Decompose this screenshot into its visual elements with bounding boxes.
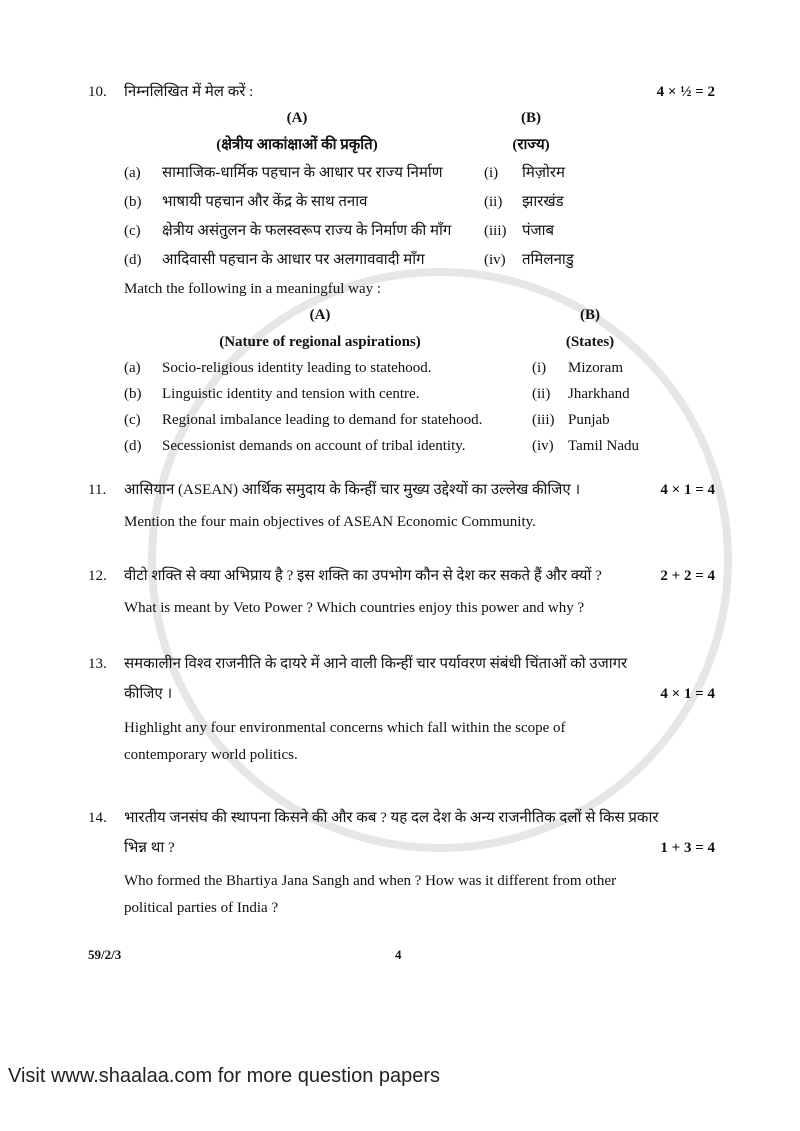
q13-hindi-line2: कीजिए । bbox=[124, 686, 173, 702]
q13-hindi-line1: समकालीन विश्व राजनीति के दायरे में आने वाली किन्हीं चार पर्यावरण संबंधी चिंताओं को उजागर bbox=[124, 656, 628, 672]
q13-english-line2: contemporary world politics. bbox=[124, 747, 298, 763]
row-state: Mizoram bbox=[568, 360, 623, 376]
q11-hindi: आसियान (ASEAN) आर्थिक समुदाय के किन्हीं चार मुख्य उद्देश्यों का उल्लेख कीजिए । bbox=[124, 482, 581, 498]
row-text: Regional imbalance leading to demand for statehood. bbox=[162, 412, 483, 428]
row-num: (iv) bbox=[532, 438, 554, 454]
q14-number: 14. bbox=[88, 810, 107, 826]
q13-number: 13. bbox=[88, 656, 107, 672]
row-state: मिज़ोरम bbox=[522, 165, 565, 181]
row-state: Jharkhand bbox=[568, 386, 630, 402]
q14-hindi-line2: भिन्न था ? bbox=[124, 840, 175, 856]
row-label: (d) bbox=[124, 252, 142, 268]
question-10 bbox=[88, 83, 715, 463]
row-state: तमिलनाडु bbox=[522, 252, 574, 268]
question-13 bbox=[88, 655, 715, 764]
row-label: (a) bbox=[124, 360, 141, 376]
paper-code: 59/2/3 bbox=[88, 947, 122, 962]
q14-english-line2: political parties of India ? bbox=[124, 900, 279, 916]
eng-col-a: (A) bbox=[309, 307, 331, 323]
hindi-col-b: (B) bbox=[521, 110, 541, 126]
q13-marks: 4 × 1 = 4 bbox=[660, 686, 715, 702]
english-match-rows bbox=[124, 359, 715, 463]
row-state: झारखंड bbox=[522, 194, 564, 210]
q11-number: 11. bbox=[88, 482, 107, 498]
row-text: भाषायी पहचान और केंद्र के साथ तनाव bbox=[162, 194, 368, 210]
row-num: (iv) bbox=[484, 252, 506, 268]
eng-col-a-title: (Nature of regional aspirations) bbox=[219, 334, 421, 350]
row-state: Tamil Nadu bbox=[568, 438, 640, 454]
q14-english-line1: Who formed the Bhartiya Jana Sangh and when ? How was it different from other bbox=[124, 873, 617, 889]
q14-marks: 1 + 3 = 4 bbox=[660, 840, 715, 856]
row-label: (b) bbox=[124, 386, 142, 402]
q13-english-line1: Highlight any four environmental concerns which fall within the scope of bbox=[124, 720, 566, 736]
question-content bbox=[88, 83, 715, 964]
q12-marks: 2 + 2 = 4 bbox=[660, 568, 715, 584]
row-num: (iii) bbox=[484, 223, 507, 239]
row-num: (ii) bbox=[532, 386, 551, 402]
row-state: Punjab bbox=[568, 412, 610, 428]
q10-marks: 4 × ½ = 2 bbox=[656, 84, 715, 100]
row-text: Linguistic identity and tension with centre. bbox=[162, 386, 420, 402]
row-text: क्षेत्रीय असंतुलन के फलस्वरूप राज्य के निर्माण की माँग bbox=[162, 223, 452, 239]
row-label: (c) bbox=[124, 223, 141, 239]
row-text: आदिवासी पहचान के आधार पर अलगाववादी माँग bbox=[162, 252, 425, 268]
row-num: (iii) bbox=[532, 412, 555, 428]
row-state: पंजाब bbox=[522, 223, 555, 239]
question-14 bbox=[88, 809, 715, 917]
row-label: (c) bbox=[124, 412, 141, 428]
q10-number: 10. bbox=[88, 84, 107, 100]
hindi-col-a-title: (क्षेत्रीय आकांक्षाओं की प्रकृति) bbox=[216, 137, 378, 153]
hindi-match-rows bbox=[124, 164, 715, 280]
eng-col-b-title: (States) bbox=[565, 334, 615, 350]
row-text: Socio-religious identity leading to statehood. bbox=[162, 360, 432, 376]
q12-hindi: वीटो शक्ति से क्या अभिप्राय है ? इस शक्ति का उपभोग कौन से देश कर सकते हैं और क्यों ? bbox=[124, 568, 602, 584]
question-12 bbox=[88, 567, 715, 617]
row-label: (a) bbox=[124, 165, 141, 181]
page-number: 4 bbox=[395, 947, 402, 962]
row-text: सामाजिक-धार्मिक पहचान के आधार पर राज्य निर्माण bbox=[162, 165, 443, 181]
eng-col-b: (B) bbox=[580, 307, 600, 323]
row-label: (d) bbox=[124, 438, 142, 454]
question-11 bbox=[88, 481, 715, 531]
hindi-col-b-title: (राज्य) bbox=[512, 137, 550, 153]
q12-number: 12. bbox=[88, 568, 107, 584]
q14-hindi-line1: भारतीय जनसंघ की स्थापना किसने की और कब ? यह दल देश के अन्य राजनीतिक दलों से किस प्रकार bbox=[124, 810, 659, 826]
row-num: (i) bbox=[532, 360, 547, 376]
q11-marks: 4 × 1 = 4 bbox=[660, 482, 715, 498]
q12-english: What is meant by Veto Power ? Which countries enjoy this power and why ? bbox=[124, 600, 585, 616]
hindi-col-a: (A) bbox=[286, 110, 308, 126]
row-num: (i) bbox=[484, 165, 499, 181]
page-footer bbox=[88, 946, 715, 964]
q10-english-prompt: Match the following in a meaningful way : bbox=[124, 281, 382, 297]
row-num: (ii) bbox=[484, 194, 503, 210]
row-label: (b) bbox=[124, 194, 142, 210]
q11-english: Mention the four main objectives of ASEAN Economic Community. bbox=[124, 514, 536, 530]
q10-hindi-prompt: निम्नलिखित में मेल करें : bbox=[124, 84, 254, 100]
footer-banner: Visit www.shaalaa.com for more question papers bbox=[8, 1065, 441, 1087]
row-text: Secessionist demands on account of tribal identity. bbox=[162, 438, 466, 454]
